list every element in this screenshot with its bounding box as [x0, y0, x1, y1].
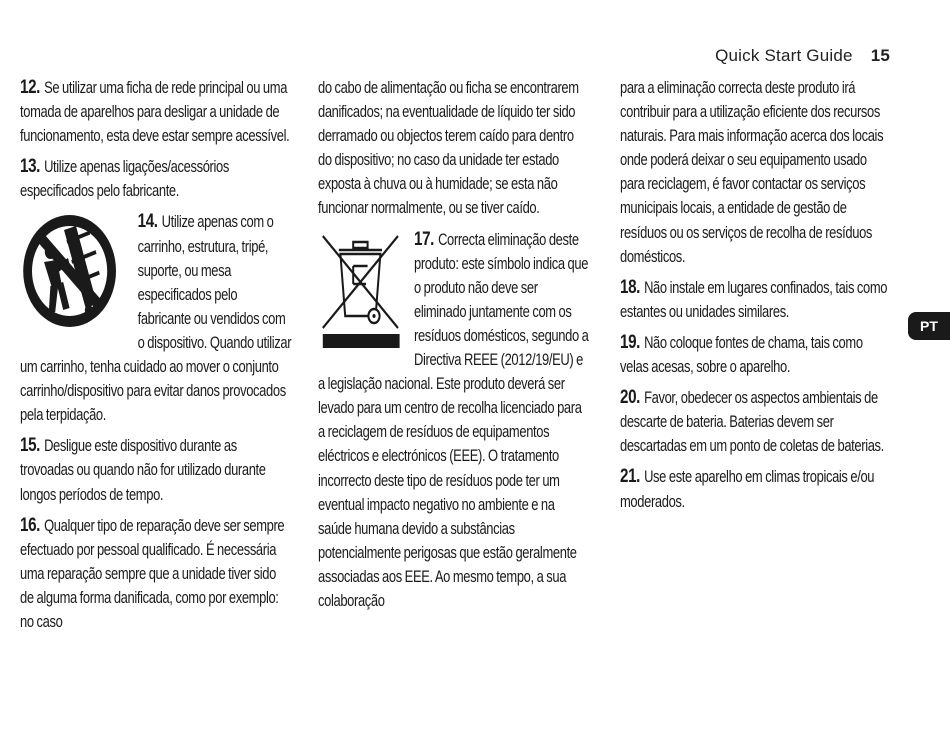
- page-header: [715, 46, 890, 66]
- language-tab: PT: [908, 312, 950, 340]
- item-17: [318, 228, 590, 614]
- item-number: 14.: [137, 211, 158, 233]
- item-15: [20, 434, 292, 506]
- cart-tip-over-warning-icon: [20, 212, 128, 337]
- item-14: [20, 210, 292, 427]
- item-text: Desligue este dispositivo durante as trovoadas ou quando não for utilizado durante longos períodos de tempo.: [20, 437, 266, 504]
- item-13: [20, 155, 292, 203]
- item-16-continued: [318, 76, 590, 221]
- item-text: Favor, obedecer os aspectos ambientais de descarte de bateria. Baterias devem ser descartadas em um ponto de coletas de baterias.: [620, 389, 884, 456]
- column-1: [20, 76, 292, 641]
- item-17-continued: [620, 76, 892, 269]
- item-text-continued: do cabo de alimentação ou ficha se encontrarem danificados; na eventualidade de líquido ter sido derramado ou objectos terem caído para dentro do dispositivo; no caso da unidade ter estado exposta à chuva ou à humidade; se esta não funcionar normalmente, ou se tiver caído.: [318, 79, 579, 218]
- item-number: 21.: [620, 466, 641, 488]
- page-number: 15: [870, 46, 890, 65]
- item-20: [620, 386, 892, 458]
- item-12: [20, 76, 292, 148]
- item-number: 19.: [620, 331, 641, 353]
- item-text: Correcta eliminação deste produto: este símbolo indica que o produto não deve ser eliminado juntamente com os resíduos: [414, 230, 589, 345]
- item-number: 17.: [414, 228, 435, 250]
- item-text-continued: domésticos, segundo a Directiva REEE (2012/19/EU) e a legislação nacional. Este produto deverá ser levado para um centro de recolha licenciado para a reciclagem de resíduos de equipamentos eléctricos e electrónicos (EEE). O tratamento incorrecto deste tipo de resíduos pode ter um eventual impacto negativo no ambiente e na saúde humana devido a substâncias potencialmente perigosas que estão geralmente associadas aos EEE. Ao mesmo tempo, a sua colaboração: [318, 326, 589, 610]
- item-number: 12.: [20, 77, 41, 98]
- item-number: 15.: [20, 435, 41, 457]
- item-19: [620, 331, 892, 379]
- item-16: [20, 514, 292, 634]
- column-2: [318, 76, 590, 620]
- item-number: 18.: [620, 276, 641, 298]
- item-text: Não coloque fontes de chama, tais como velas acesas, sobre o aparelho.: [620, 333, 863, 377]
- item-number: 13.: [20, 156, 41, 178]
- item-text-continued: com o dispositivo. Quando utilizar um carrinho, tenha cuidado ao mover o conjunto carrinho/dispositivo para evitar danos provocados pela terpidação.: [20, 309, 292, 425]
- guide-title: Quick Start Guide: [715, 46, 853, 65]
- item-text: Utilize apenas com o carrinho, estrutura, tripé, suporte, ou mesa especificados pelo fabricante ou vendidos: [137, 213, 274, 328]
- item-text: Não instale em lugares confinados, tais como estantes ou unidades similares.: [620, 278, 888, 321]
- item-18: [620, 276, 892, 324]
- item-text: Se utilizar uma ficha de rede principal ou uma tomada de aparelhos para desligar a unidade de funcionamento, esta deve estar sempre acessível.: [20, 79, 290, 146]
- item-number: 16.: [20, 514, 41, 536]
- item-text: Use este aparelho em climas tropicais e/ou moderados.: [620, 468, 875, 511]
- column-3: [620, 76, 892, 521]
- item-21: [620, 465, 892, 513]
- item-text: Qualquer tipo de reparação deve ser sempre efectuado por pessoal qualificado. É necessária uma reparação sempre que a unidade tiver sido de alguma forma danificada, como por exemplo: no caso: [20, 516, 285, 631]
- item-number: 20.: [620, 387, 641, 409]
- item-text: Utilize apenas ligações/acessórios especificados pelo fabricante.: [20, 158, 229, 201]
- crossed-out-wheelie-bin-icon: [318, 232, 404, 357]
- item-text-continued: para a eliminação correcta deste produto irá contribuir para a utilização eficiente dos recursos naturais. Para mais informação acerca dos locais onde poderá deixar o seu equipamento usado para reciclagem, é favor contactar os serviços municipais locais, a entidade de gestão de resíduos ou os serviços de recolha de resíduos domésticos.: [620, 79, 884, 266]
